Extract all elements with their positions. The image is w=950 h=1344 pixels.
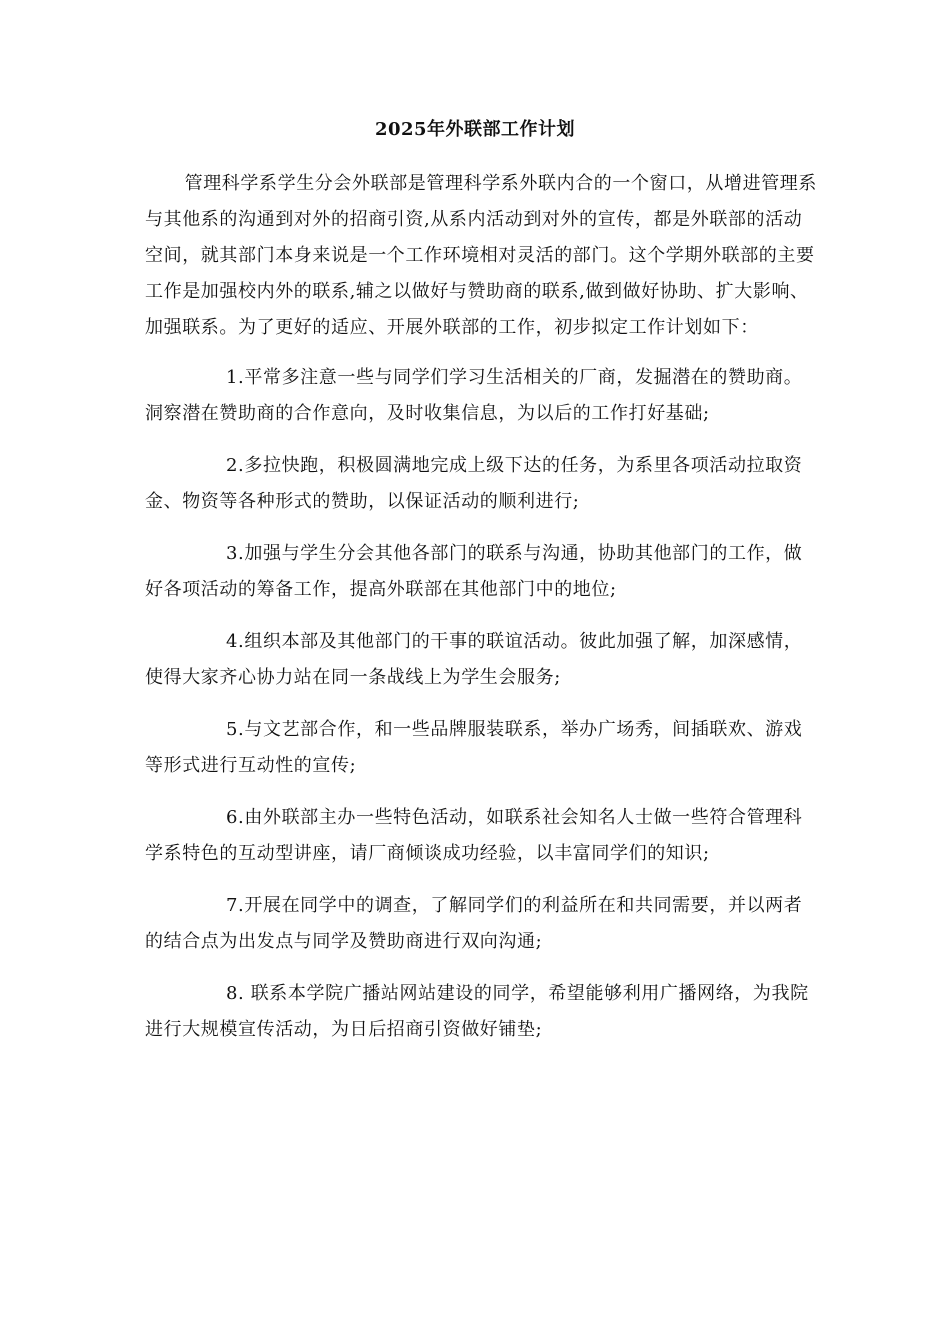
document-body [145, 166, 817, 1048]
plan-item-3: 3.加强与学生分会其他各部门的联系与沟通，协助其他部门的工作，做好各项活动的筹备工作，提高外联部在其他部门中的地位; [145, 543, 803, 600]
document-title: 2025年外联部工作计划 [374, 119, 576, 140]
plan-item-6: 6.由外联部主办一些特色活动，如联系社会知名人士做一些符合管理科学系特色的互动型讲座，请厂商倾谈成功经验，以丰富同学们的知识; [145, 807, 803, 864]
plan-item-4: 4.组织本部及其他部门的干事的联谊活动。彼此加强了解，加深感情，使得大家齐心协力站在同一条战线上为学生会服务; [145, 631, 803, 688]
plan-item-1: 1.平常多注意一些与同学们学习生活相关的厂商，发掘潜在的赞助商。洞察潜在赞助商的合作意向，及时收集信息，为以后的工作打好基础; [145, 367, 803, 424]
plan-item-8: 8. 联系本学院广播站网站建设的同学，希望能够利用广播网络，为我院进行大规模宣传活动，为日后招商引资做好铺垫; [145, 983, 809, 1040]
intro-paragraph: 管理科学系学生分会外联部是管理科学系外联内合的一个窗口，从增进管理系与其他系的沟通到对外的招商引资,从系内活动到对外的宣传，都是外联部的活动空间，就其部门本身来说是一个工作环境相对灵活的部门。这个学期外联部的主要工作是加强校内外的联系,辅之以做好与赞助商的联系,做到做好协助、扩大影响、加强联系。为了更好的适应、开展外联部的工作，初步拟定工作计划如下： [145, 173, 817, 338]
plan-item-7: 7.开展在同学中的调查，了解同学们的利益所在和共同需要，并以两者的结合点为出发点与同学及赞助商进行双向沟通; [145, 895, 803, 952]
plan-item-5: 5.与文艺部合作，和一些品牌服装联系，举办广场秀，间插联欢、游戏等形式进行互动性的宣传; [145, 719, 803, 776]
plan-item-2: 2.多拉快跑，积极圆满地完成上级下达的任务，为系里各项活动拉取资金、物资等各种形式的赞助，以保证活动的顺利进行; [145, 455, 803, 512]
